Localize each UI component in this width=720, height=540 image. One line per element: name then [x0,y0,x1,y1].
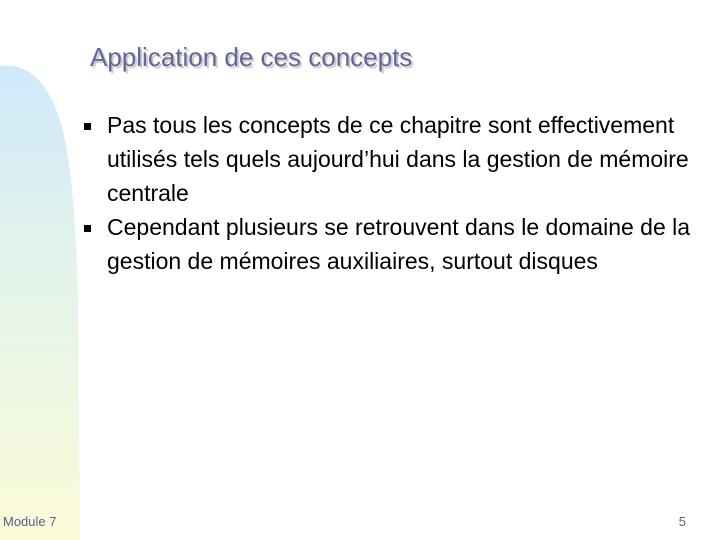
slide-title: Application de ces concepts [90,42,413,72]
bullet-item [107,210,707,278]
square-bullet-icon [84,123,91,130]
bullet-item [107,108,707,210]
bullet-text: Cependant plusieurs se retrouvent dans le domaine de la gestion de mémoires auxiliaires, surtout disques [107,214,691,274]
decorative-side-band [0,0,80,540]
square-bullet-icon [84,225,91,232]
page-number: 5 [678,514,686,529]
bullet-text: Pas tous les concepts de ce chapitre sont effectivement utilisés tels quels aujourd’hui dans la gestion de mémoire centrale [107,112,689,206]
bullet-list [107,108,707,278]
footer-module-label: Module 7 [3,514,57,529]
